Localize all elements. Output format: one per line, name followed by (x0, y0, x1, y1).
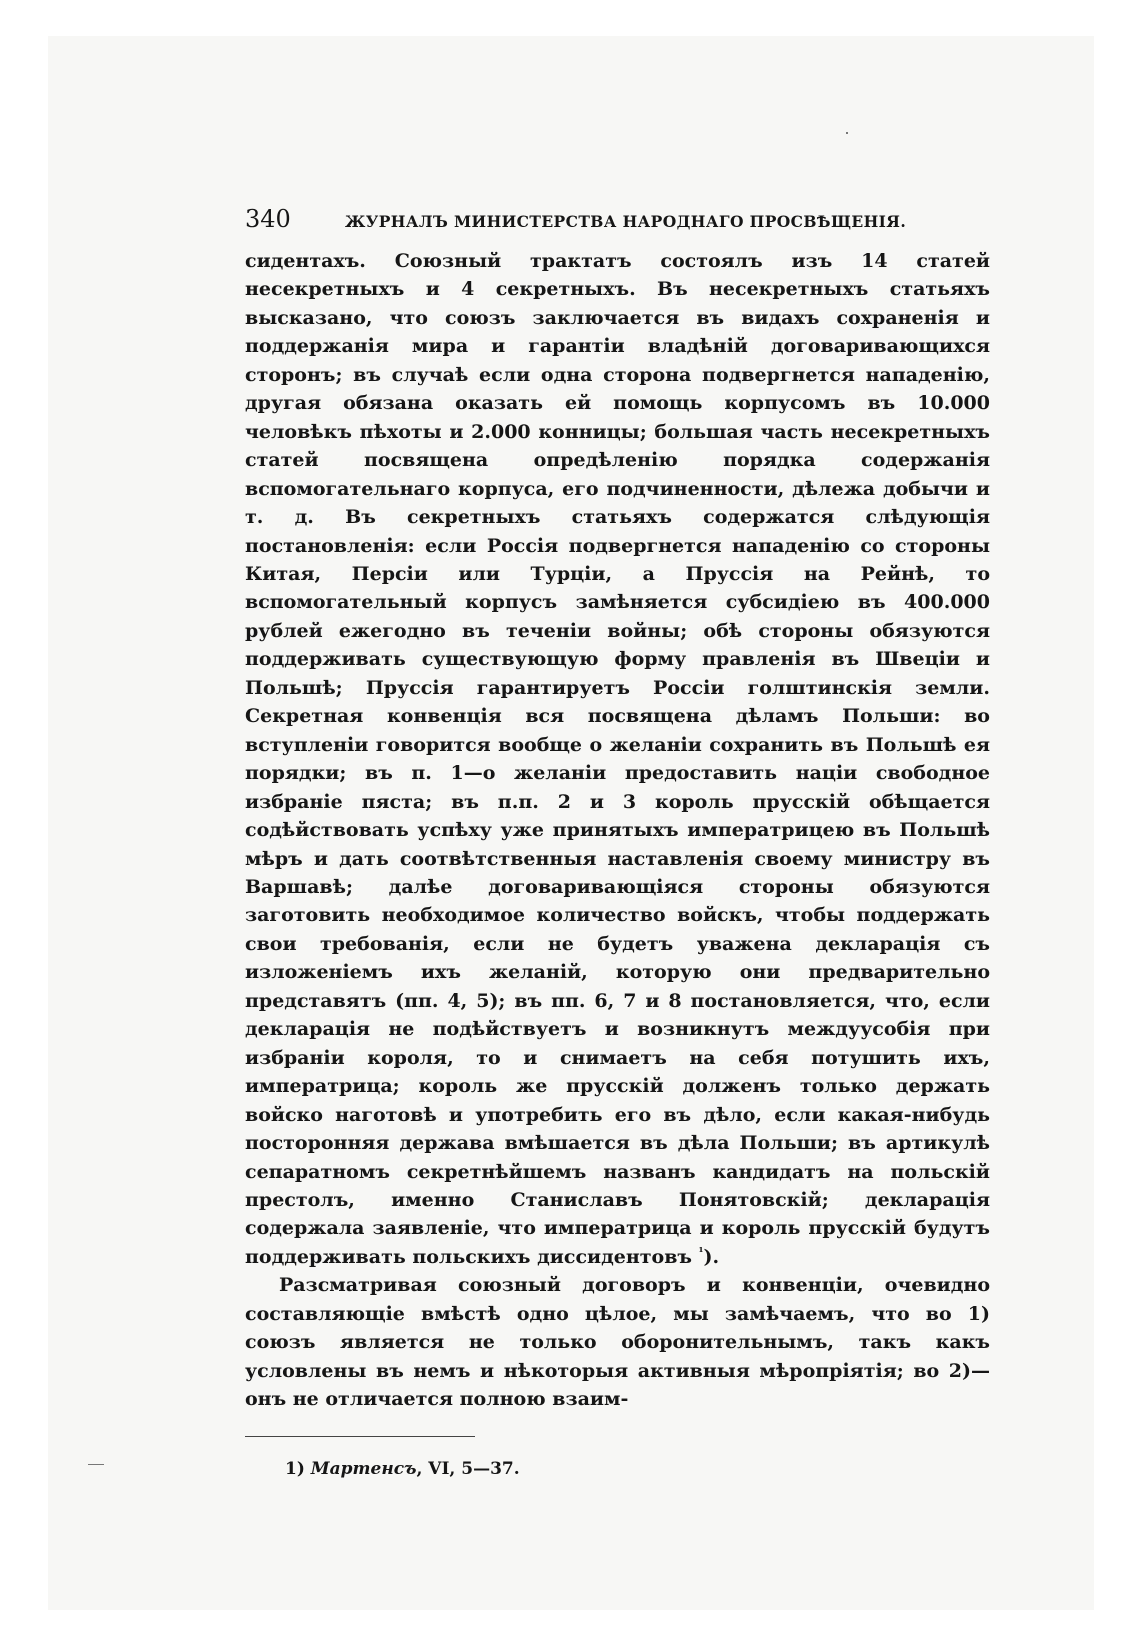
footnote-reference-text: , VI, 5—37. (416, 1458, 520, 1479)
paragraph-1 (245, 247, 990, 1271)
body-text (245, 247, 990, 1414)
footnote-divider (245, 1436, 475, 1437)
running-head (245, 205, 990, 241)
scan-margin-mark (88, 1464, 104, 1465)
paragraph-2: Разсматривая союзный договоръ и конвенціи, очевидно составляющіе вмѣстѣ одно цѣлое, мы замѣчаемъ, что во 1) союзъ является не только оборонительнымъ, такъ какъ условлены въ немъ и нѣкоторыя активныя мѣропріятія; во 2)—онъ не отличается полною взаим- (245, 1274, 990, 1411)
paragraph-1-text: сидентахъ. Союзный трактатъ состоялъ изъ 14 статей несекретныхъ и 4 секретныхъ. Въ несекретныхъ статьяхъ высказано, что союзъ заключается въ видахъ сохраненія и поддержанія мира и гарантіи владѣній договаривающихся сторонъ; въ случаѣ если одна сторона подвергнется нападенію, другая обязана оказать ей помощь корпусомъ въ 10.000 человѣкъ пѣхоты и 2.000 конницы; большая часть несекретныхъ статей посвящена опредѣленію порядка содержанія вспомогательнаго корпуса, его подчиненности, дѣлежа добычи и т. д. Въ секретныхъ статьяхъ содержатся слѣдующія постановленія: если Россія подвергнется нападенію со стороны Китая, Персіи или Турціи, а Пруссія на Рейнѣ, то вспомогательный корпусъ замѣняется субсидіею въ 400.000 рублей ежегодно въ теченіи войны; обѣ стороны обязуются поддерживать существующую форму правленія въ Швеціи и Польшѣ; Пруссія гарантируетъ Россіи голштинскія земли. Секретная конвенція вся посвящена дѣламъ Польши: во вступленіи говорится вообще о желаніи сохранить въ Польшѣ ея порядки; въ п. 1—о желаніи предоставить націи свободное избраніе пяста; въ п.п. 2 и 3 король прусскій обѣщается содѣйствовать успѣху уже принятыхъ императрицею въ Польшѣ мѣръ и дать соотвѣтственныя наставленія своему министру въ Варшавѣ; далѣе договаривающіяся стороны обязуются заготовить необходимое количество войскъ, чтобы поддержать свои требованія, если не будетъ уважена декларація съ изложеніемъ ихъ желаній, которую они предварительно представятъ (пп. 4, 5); въ пп. 6, 7 и 8 постановляется, что, если декларація не подѣйствуетъ и возникнутъ междуусобія при избраніи короля, то и снимаетъ на себя потушить ихъ, императрица; король же прусскій долженъ только держать войско наготовѣ и употребить его въ дѣло, если какая-нибудь посторонняя держава вмѣшается въ дѣла Польши; въ артикулѣ сепаратномъ секретнѣйшемъ названъ кандидатъ на польскій престолъ, именно Станиславъ Понятовскій; декларація содержала заявленіе, что императрица и король прусскій будутъ поддерживать польскихъ диссидентовъ (245, 250, 990, 1268)
paragraph-1-end: ). (703, 1245, 720, 1268)
scan-speck (846, 132, 848, 134)
footnote-marker: 1) (285, 1458, 305, 1479)
book-page (245, 205, 990, 1479)
footnote-reference: ¹ (698, 1245, 704, 1259)
footnote (245, 1459, 990, 1479)
footnote-author: Мартенсъ (310, 1458, 417, 1479)
journal-title: ЖУРНАЛЪ МИНИСТЕРСТВА НАРОДНАГО ПРОСВѢЩЕНІЯ. (345, 212, 907, 231)
page-number: 340 (245, 205, 291, 233)
